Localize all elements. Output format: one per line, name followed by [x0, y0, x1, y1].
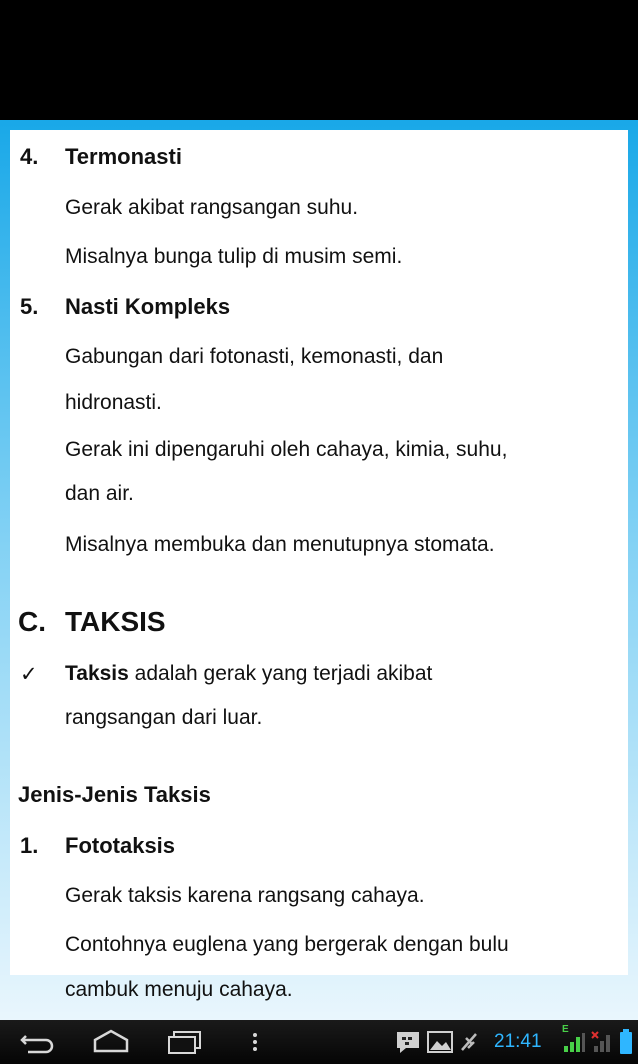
back-icon[interactable] [18, 1030, 56, 1054]
usb-debug-icon [458, 1030, 480, 1054]
definition-line-1 [65, 662, 432, 686]
item4-number: 4. [20, 144, 39, 169]
check-icon: ✓ [20, 663, 38, 686]
section-c-title: TAKSIS [65, 606, 166, 637]
home-icon[interactable] [92, 1028, 130, 1054]
definition-bold: Taksis [65, 662, 129, 685]
item4-line-2: Misalnya bunga tulip di musim semi. [65, 245, 403, 268]
network-type-label: E [562, 1024, 569, 1035]
item1-number: 1. [20, 833, 39, 858]
item1-line-1: Gerak taksis karena rangsang cahaya. [65, 884, 425, 907]
clock: 21:41 [494, 1031, 542, 1052]
item5-line-3: Gerak ini dipengaruhi oleh cahaya, kimia, suhu, [65, 438, 508, 461]
item5-line-1: Gabungan dari fotonasti, kemonasti, dan [65, 345, 444, 368]
item1-line-3: cambuk menuju cahaya. [65, 978, 293, 1001]
item1-line-2: Contohnya euglena yang bergerak dengan bulu [65, 933, 509, 956]
item5-line-5: Misalnya membuka dan menutupnya stomata. [65, 533, 495, 556]
section-c-letter: C. [18, 606, 46, 637]
recent-apps-icon[interactable] [166, 1029, 204, 1055]
signal-icon-2 [590, 1028, 612, 1054]
top-black-bar [0, 0, 638, 120]
slide-page [10, 130, 628, 1001]
item5-line-2: hidronasti. [65, 391, 162, 414]
battery-icon [618, 1028, 634, 1056]
types-heading: Jenis-Jenis Taksis [18, 782, 211, 807]
item1-title: Fototaksis [65, 833, 176, 858]
item4-title: Termonasti [65, 144, 182, 169]
gallery-icon [426, 1029, 454, 1055]
item5-number: 5. [20, 294, 39, 319]
messenger-icon [394, 1029, 422, 1055]
item4-line-1: Gerak akibat rangsangan suhu. [65, 196, 359, 219]
navigation-bar [0, 1020, 638, 1064]
definition-rest: adalah gerak yang terjadi akibat [128, 662, 433, 685]
menu-icon[interactable] [250, 1031, 260, 1053]
signal-icon-1 [560, 1032, 586, 1054]
definition-line-2: rangsangan dari luar. [65, 706, 263, 729]
item5-title: Nasti Kompleks [65, 294, 231, 319]
item5-line-4: dan air. [65, 482, 134, 505]
